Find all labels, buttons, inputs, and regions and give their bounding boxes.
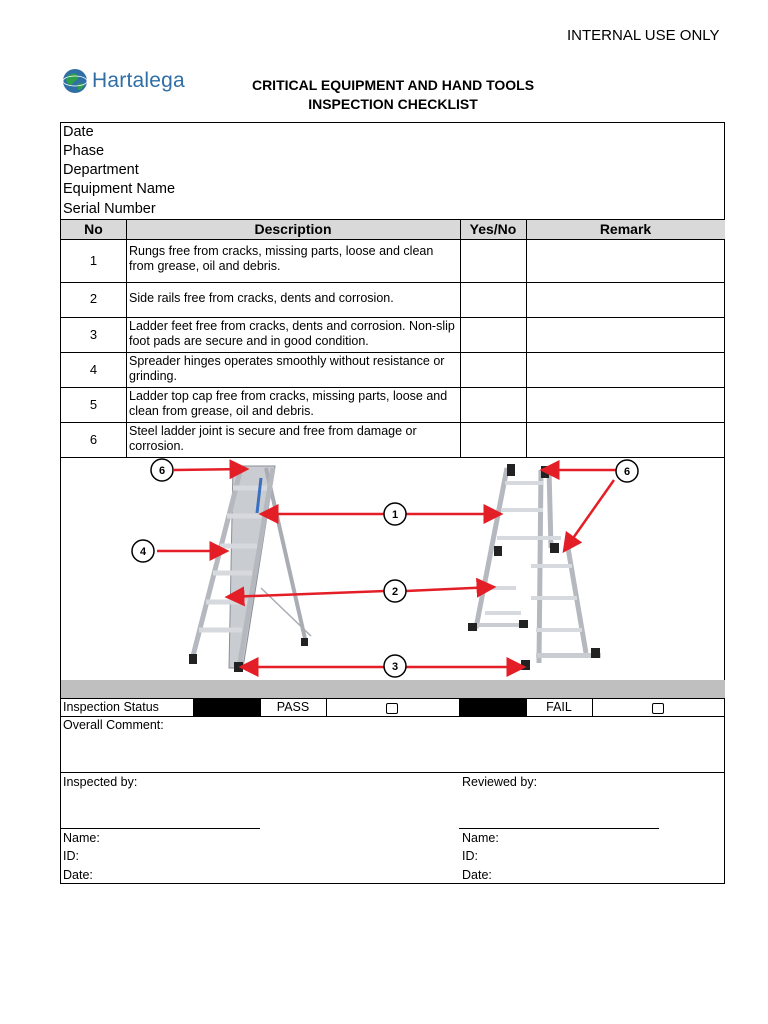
row-number: 2 — [89, 291, 98, 306]
internal-use-label: INTERNAL USE ONLY — [567, 27, 720, 44]
row-description: Rungs free from cracks, missing parts, loose and clean from grease, oil and debris. — [129, 244, 434, 273]
blacked-out-cell — [193, 699, 260, 716]
document-title-line2: INSPECTION CHECKLIST — [308, 96, 478, 112]
row-number: 3 — [89, 327, 98, 342]
row-description: Steel ladder joint is secure and free from damage or corrosion. — [129, 424, 417, 453]
row-description: Ladder top cap free from cracks, missing parts, loose and clean from grease, oil and debris. — [129, 389, 448, 418]
fail-checkbox[interactable] — [652, 703, 664, 714]
inspector-date-label: Date: — [63, 868, 93, 882]
inspector-signature-line[interactable] — [61, 828, 260, 829]
divider — [61, 387, 725, 388]
reviewer-id-label: ID: — [462, 849, 478, 863]
step-ladder-illustration — [189, 466, 311, 672]
column-header-no: No — [84, 221, 103, 237]
callout-label: 4 — [139, 546, 147, 558]
reviewer-name-label: Name: — [462, 831, 499, 845]
pass-checkbox[interactable] — [386, 703, 398, 714]
blacked-out-cell — [459, 699, 526, 716]
divider — [460, 219, 461, 457]
reviewed-by-label: Reviewed by: — [462, 775, 538, 789]
divider — [61, 282, 725, 283]
column-header-remark: Remark — [599, 221, 652, 237]
divider — [61, 716, 725, 717]
column-header-yes-no: Yes/No — [469, 221, 517, 237]
inspected-by-label: Inspected by: — [63, 775, 138, 789]
inspection-status-label: Inspection Status — [63, 700, 159, 714]
reviewer-date-label: Date: — [462, 868, 492, 882]
divider — [526, 219, 527, 457]
divider — [61, 698, 725, 699]
inspector-id-label: ID: — [63, 849, 79, 863]
globe-icon — [63, 69, 87, 93]
field-department: Department — [63, 162, 139, 178]
callout-label: 1 — [391, 509, 399, 521]
pass-label: PASS — [276, 700, 310, 714]
field-phase: Phase — [63, 143, 105, 159]
callout-label: 6 — [623, 466, 631, 478]
row-number: 1 — [89, 253, 98, 268]
multipurpose-ladder-illustration — [468, 464, 601, 670]
divider — [61, 422, 725, 423]
callout-label: 2 — [391, 586, 399, 598]
ladder-diagram — [61, 458, 725, 680]
divider — [61, 772, 725, 773]
row-number: 5 — [89, 397, 98, 412]
field-equipment-name: Equipment Name — [63, 181, 176, 197]
document-title-line1: CRITICAL EQUIPMENT AND HAND TOOLS — [251, 77, 535, 93]
callout-label: 3 — [391, 661, 399, 673]
section-separator — [61, 680, 725, 698]
row-number: 4 — [89, 362, 98, 377]
callout-label: 6 — [158, 465, 166, 477]
field-serial-number: Serial Number — [63, 201, 156, 217]
field-date: Date — [63, 124, 94, 140]
reviewer-signature-line[interactable] — [459, 828, 659, 829]
divider — [61, 239, 725, 240]
column-header-description: Description — [254, 221, 332, 237]
inspector-name-label: Name: — [63, 831, 100, 845]
divider — [592, 698, 593, 716]
row-description: Ladder feet free from cracks, dents and corrosion. Non-slip foot pads are secure and in good condition. — [129, 319, 455, 348]
row-description: Spreader hinges operates smoothly without resistance or grinding. — [129, 354, 445, 383]
logo-text: Hartalega — [92, 69, 185, 92]
divider — [61, 317, 725, 318]
row-description: Side rails free from cracks, dents and corrosion. — [129, 291, 394, 305]
divider — [326, 698, 327, 716]
divider — [61, 352, 725, 353]
divider — [126, 219, 127, 457]
overall-comment-label: Overall Comment: — [63, 718, 164, 732]
fail-label: FAIL — [546, 700, 572, 714]
divider — [61, 219, 725, 220]
row-number: 6 — [89, 432, 98, 447]
